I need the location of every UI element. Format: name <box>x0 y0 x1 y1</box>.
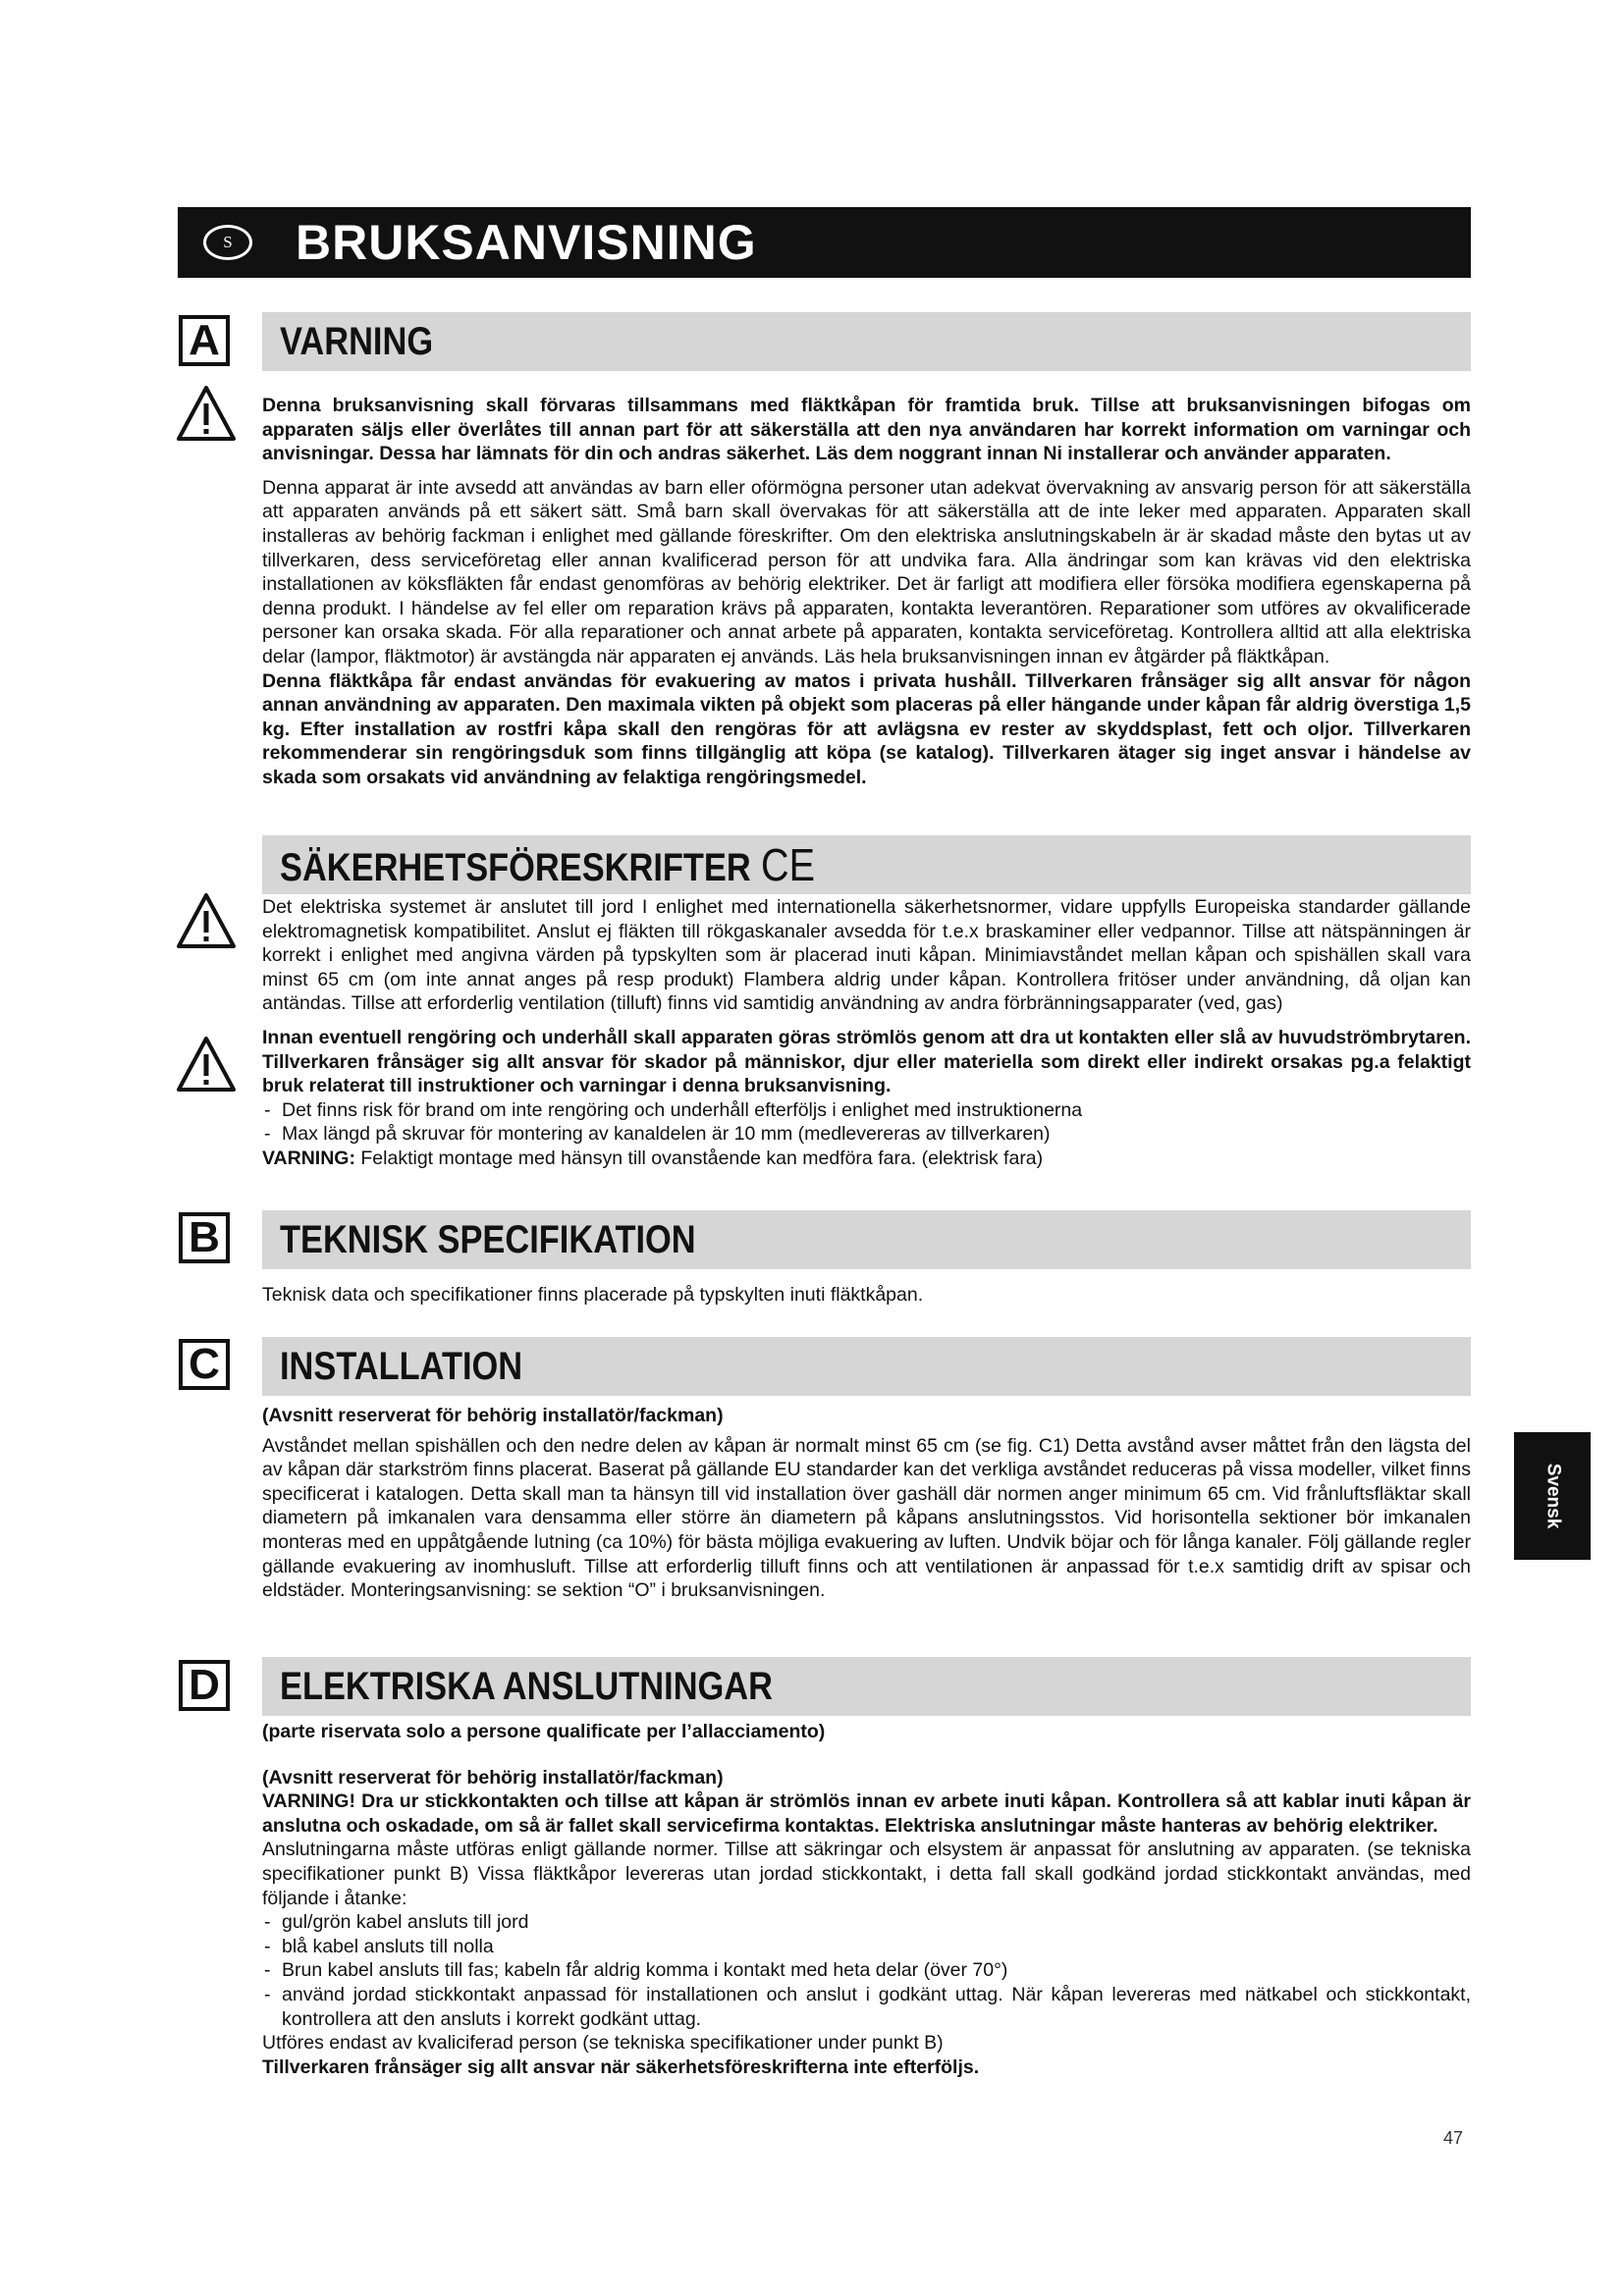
a-usage: Denna fläktkåpa får endast användas för evakuering av matos i privata hushåll. Tillverkaren frånsäger sig allt ansvar för någon annan användning av apparaten. Den maximala vikten på objekt som placeras på eller hängande under kåpan får aldrig överstiga 1,5 kg. Efter installation av rostfri kåpa skall den rengöras för att avlägsna ev rester av skyddsplast, fett och oljor. Tillverkaren rekommenderar sin rengöringsduk som finns tillgänglig att köpa (se katalog). Tillverkaren ätager sig inget ansvar i händelse av skada som orsakats vid användning av felaktiga rengöringsmedel. <box>262 669 1471 788</box>
section-c-bar <box>262 1337 1471 1396</box>
section-c-text <box>262 1404 1471 1603</box>
list-item: - blå kabel ansluts till nolla <box>262 1935 1471 1959</box>
warning-triangle-icon <box>176 1036 237 1093</box>
a-body: Denna apparat är inte avsedd att användas av barn eller oförmögna personer utan adekvat övervakning av ansvarig person för att säkerställa att apparaten används på ett säkert sätt. Små barn skall övervakas för att säkerställa att de inte leker med apparaten. Apparaten skall installeras av behörig fackman i enlighet med gällande föreskrifter. Om den elektriska anslutningskabeln är är skadad måste den bytas ut av tillverkaren, dess serviceföretag eller annan kvalificerad person för att undvika fara. Alla ändringar som kan krävas vid den elektriska installationen av köksfläkten får endast genomföras av behörig elektriker. Det är farligt att modifiera eller försöka modifiera egenskaperna på denna produkt. I händelse av fel eller om reparation krävs på apparaten, kontakta leverantören. Reparationer som utföres av okvalificerade personer kan orsaka skada. För alla reparationer och annat arbete på apparaten, kontakta serviceföretag. Kontrollera alltid att alla elektriska delar (lampor, fläktmotor) är avstängda när apparaten ej används. Läs hela bruksanvisningen innan ev åtgärder på fläktkåpan. <box>262 476 1471 667</box>
language-badge: S <box>203 225 252 260</box>
d-list <box>262 1910 1471 2031</box>
d-qualified: Utföres endast av kvaliciferad person (se tekniska specifikationer under punkt B) <box>262 2032 944 2055</box>
d-body: Anslutningarna måste utföras enligt gällande normer. Tillse att säkringar och elsystem är anpassat för anslutning av apparaten. (se tekniska specifikationer punkt B) Vissa fläktkåpor levereras utan jordad stickkontakt, i detta fall skall godkänd jordad stickkontakt användas, med följande i åtanke: <box>262 1839 1471 1909</box>
section-d-letter: D <box>179 1660 230 1711</box>
d-italian-note: (parte riservata solo a persone qualificate per l’allacciamento) <box>262 1721 826 1742</box>
list-item: - Brun kabel ansluts till fas; kabeln får aldrig komma i kontakt med heta delar (över 70°) <box>262 1958 1471 1983</box>
page-header <box>178 207 1471 278</box>
a-intro: Denna bruksanvisning skall förvaras tillsammans med fläktkåpan för framtida bruk. Tillse att bruksanvisningen bifogas om apparaten säljs eller överlåtes till annan part för att säkerställa att den nya användaren har korrekt information om varningar och anvisningar. Dessa har lämnats för din och andras säkerhet. Läs dem noggrant innan Ni installerar och använder apparaten. <box>262 395 1471 465</box>
section-d-title: ELEKTRISKA ANSLUTNINGAR <box>280 1664 773 1708</box>
list-item: - Max längd på skruvar för montering av kanaldelen är 10 mm (medlevereras av tillverkaren) <box>262 1122 1471 1147</box>
page-title: BRUKSANVISNING <box>296 215 757 270</box>
side-tab-label: Svensk <box>1542 1463 1563 1529</box>
safety-para-2: Innan eventuell rengöring och underhåll skall apparaten göras strömlös genom att dra ut kontakten eller slå av huvudströmbrytaren. Tillverkaren frånsäger sig allt ansvar för skador på människor, djur eller materiella som direkt eller indirekt orsakas pg.a felaktigt bruk relaterat till instruktioner och varningar i denna bruksanvisning. <box>262 1026 1471 1097</box>
language-side-tab <box>1514 1432 1591 1560</box>
section-c-letter: C <box>179 1339 230 1390</box>
section-b-title: TEKNISK SPECIFIKATION <box>280 1217 696 1261</box>
ce-mark: CE <box>761 839 815 890</box>
safety-list <box>262 1098 1471 1147</box>
list-item: - använd jordad stickkontakt anpassad för installationen och anslut i godkänt uttag. När kåpan levereras med nätkabel och stickkontakt, kontrollera att den ansluts i korrekt godkänt uttag. <box>262 1983 1471 2031</box>
safety-warning <box>262 1147 1471 1171</box>
section-a-title: VARNING <box>280 319 434 363</box>
safety-bar <box>262 835 1471 894</box>
d-warning: VARNING! Dra ur stickkontakten och tillse att kåpan är strömlös innan ev arbete inuti kåpan. Kontrollera så att kablar inuti kåpan är anslutna och oskadade, om så är fallet skall servicefirma kontaktas. Elektriska anslutningar måste hanteras av behörig elektriker. <box>262 1790 1471 1837</box>
section-a-bar <box>262 312 1471 371</box>
list-item: - gul/grön kabel ansluts till jord <box>262 1910 1471 1935</box>
section-a-text <box>262 394 1471 790</box>
section-a-letter: A <box>179 315 230 366</box>
safety-title <box>280 838 815 891</box>
safety-para-1: Det elektriska systemet är anslutet till jord I enlighet med internationella säkerhetsnormer, vidare uppfylls Europeiska standarder gällande elektromagnetisk kompatibilitet. Anslut ej fläkten till rökgaskanaler avsedda för t.e.x braskaminer eller vedpannor. Tillse att nätspänningen är korrekt i enlighet med angivna värden på typskylten som är placerad inuti kåpan. Minimiavståndet mellan kåpan och spishällen skall vara minst 65 cm (om inte annat anges på resp produkt) Flambera aldrig under kåpan. Kontrollera fritöser under användning, då oljan kan antändas. Tillse att erforderlig ventilation (tilluft) finns vid samtidig användning av andra förbränningsapparater (ved, gas) <box>262 896 1471 1015</box>
d-disclaimer: Tillverkaren frånsäger sig allt ansvar när säkerhetsföreskrifterna inte efterföljs. <box>262 2056 980 2078</box>
c-body: Avståndet mellan spishällen och den nedre delen av kåpan är normalt minst 65 cm (se fig. C1) Detta avstånd avser måttet från den lägsta del av kåpan där starkström finns placerat. Baserat på gällande EU standarder kan det verkliga avståndet reduceras på vissa modeller, vilket finns specificerat i katalogen. Detta skall man ta hänsyn till vid installation över gashäll där normen anger minimum 65 cm. Vid frånluftsfläktar skall diametern på imkanalen vara densamma eller större än diametern på kåpans anslutningsstos. Vid horisontella sektioner bör imkanalen monteras med en uppåtgående lutning (ca 10%) för bästa möjliga evakuering av luften. Undvik böjar och för långa kanaler. Följ gällande regler gällande evakuering av inomhusluft. Tillse att erforderlig tilluft finns och att ventilationen är anpassad för t.e.x samtidig drift av spisar och eldstäder. Monteringsanvisning: se sektion “O” i bruksanvisningen. <box>262 1434 1471 1602</box>
section-b-bar <box>262 1210 1471 1269</box>
list-item: - Det finns risk för brand om inte rengöring och underhåll efterföljs i enlighet med instruktionerna <box>262 1098 1471 1123</box>
b-body: Teknisk data och specifikationer finns placerade på typskylten inuti fläktkåpan. <box>262 1284 924 1306</box>
section-c-title: INSTALLATION <box>280 1344 523 1388</box>
safety-title-text: SÄKERHETSFÖRESKRIFTER <box>280 846 751 889</box>
c-reserved: (Avsnitt reserverat för behörig installatör/fackman) <box>262 1405 724 1426</box>
warning-triangle-icon <box>176 892 237 949</box>
safety-text <box>262 895 1471 1171</box>
warning-label: VARNING: <box>262 1147 355 1169</box>
d-reserved: (Avsnitt reserverat för behörig installatör/fackman) <box>262 1766 724 1789</box>
section-b-text <box>262 1283 1471 1308</box>
section-d-text <box>262 1720 1471 2079</box>
warning-text: Felaktigt montage med hänsyn till ovanstående kan medföra fara. (elektrisk fara) <box>354 1147 1044 1169</box>
page-number: 47 <box>1443 2128 1464 2148</box>
section-b-letter: B <box>179 1212 230 1263</box>
warning-triangle-icon <box>176 385 237 442</box>
section-d-bar <box>262 1657 1471 1716</box>
